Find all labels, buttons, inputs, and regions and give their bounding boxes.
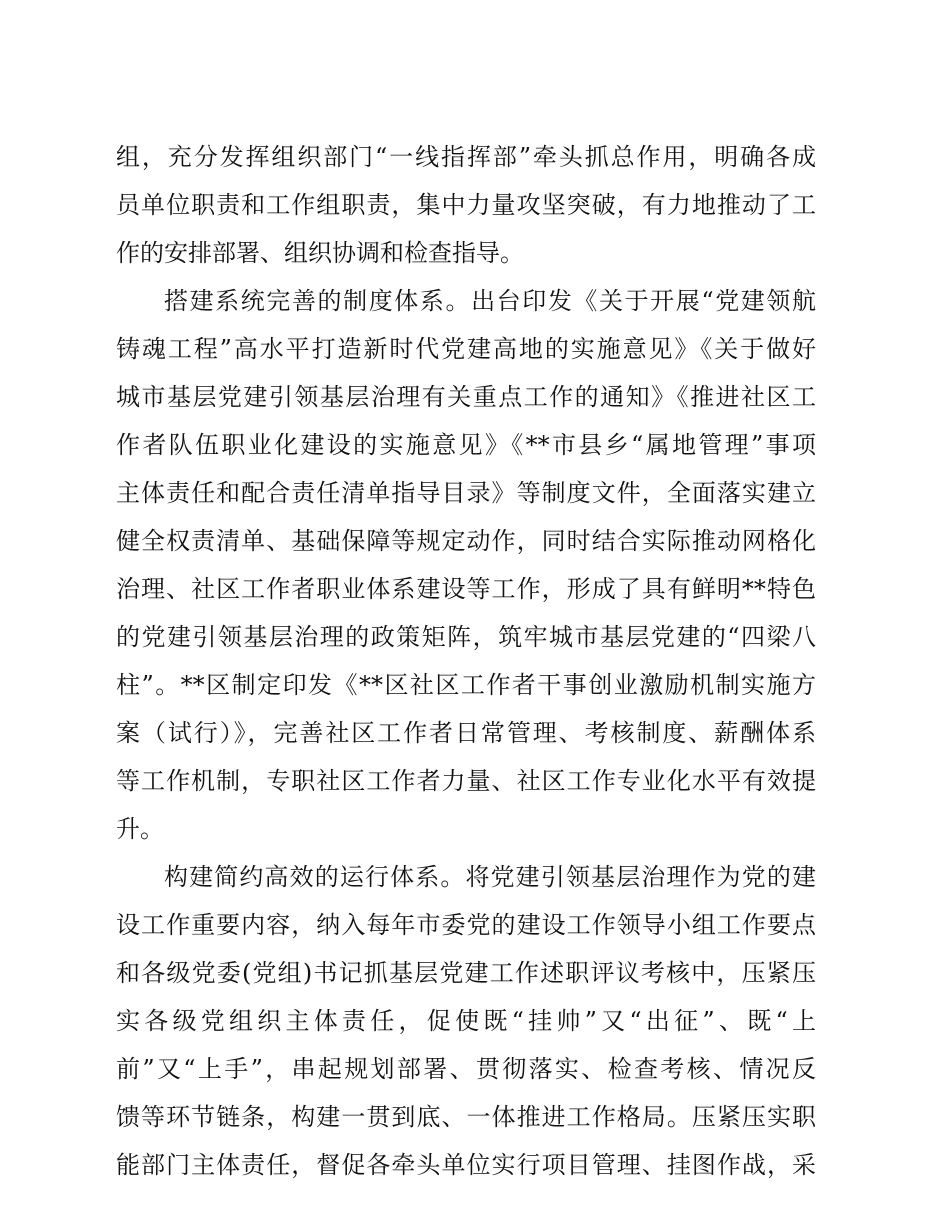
text-line: 设工作重要内容，纳入每年市委党的建设工作领导小组工作要点 <box>116 911 816 939</box>
text-line: 作的安排部署、组织协调和检查指导。 <box>116 239 524 267</box>
text-line: 城市基层党建引领基层治理有关重点工作的通知》《推进社区工 <box>116 383 816 411</box>
paragraph-first-line: 构建简约高效的运行体系。将党建引领基层治理作为党的建 <box>164 863 816 891</box>
text-line: 柱”。**区制定印发《**区社区工作者干事创业激励机制实施方 <box>116 671 816 699</box>
text-line: 升。 <box>116 815 164 843</box>
text-line: 案（试行）》，完善社区工作者日常管理、考核制度、薪酬体系 <box>116 719 816 747</box>
text-line: 员单位职责和工作组职责，集中力量攻坚突破，有力地推动了工 <box>116 191 816 219</box>
text-line: 实各级党组织主体责任，促使既“挂帅”又“出征”、既“上 <box>116 1007 816 1035</box>
text-line: 和各级党委(党组)书记抓基层党建工作述职评议考核中，压紧压 <box>116 959 816 987</box>
paragraph-first-line: 搭建系统完善的制度体系。出台印发《关于开展“党建领航 <box>164 287 816 315</box>
text-line: 作者队伍职业化建设的实施意见》《**市县乡“属地管理”事项 <box>116 431 816 459</box>
text-line: 治理、社区工作者职业体系建设等工作，形成了具有鲜明**特色 <box>116 575 816 603</box>
text-line: 馈等环节链条，构建一贯到底、一体推进工作格局。压紧压实职 <box>116 1103 816 1131</box>
text-line: 前”又“上手”，串起规划部署、贯彻落实、检查考核、情况反 <box>116 1055 816 1083</box>
text-line: 铸魂工程”高水平打造新时代党建高地的实施意见》《关于做好 <box>116 335 816 363</box>
text-line: 组，充分发挥组织部门“一线指挥部”牵头抓总作用，明确各成 <box>116 143 816 171</box>
text-line: 健全权责清单、基础保障等规定动作，同时结合实际推动网格化 <box>116 527 816 555</box>
text-line: 等工作机制，专职社区工作者力量、社区工作专业化水平有效提 <box>116 767 816 795</box>
text-line: 能部门主体责任，督促各牵头单位实行项目管理、挂图作战，采 <box>116 1151 816 1179</box>
text-line: 主体责任和配合责任清单指导目录》等制度文件，全面落实建立 <box>116 479 816 507</box>
text-line: 的党建引领基层治理的政策矩阵，筑牢城市基层党建的“四梁八 <box>116 623 816 651</box>
